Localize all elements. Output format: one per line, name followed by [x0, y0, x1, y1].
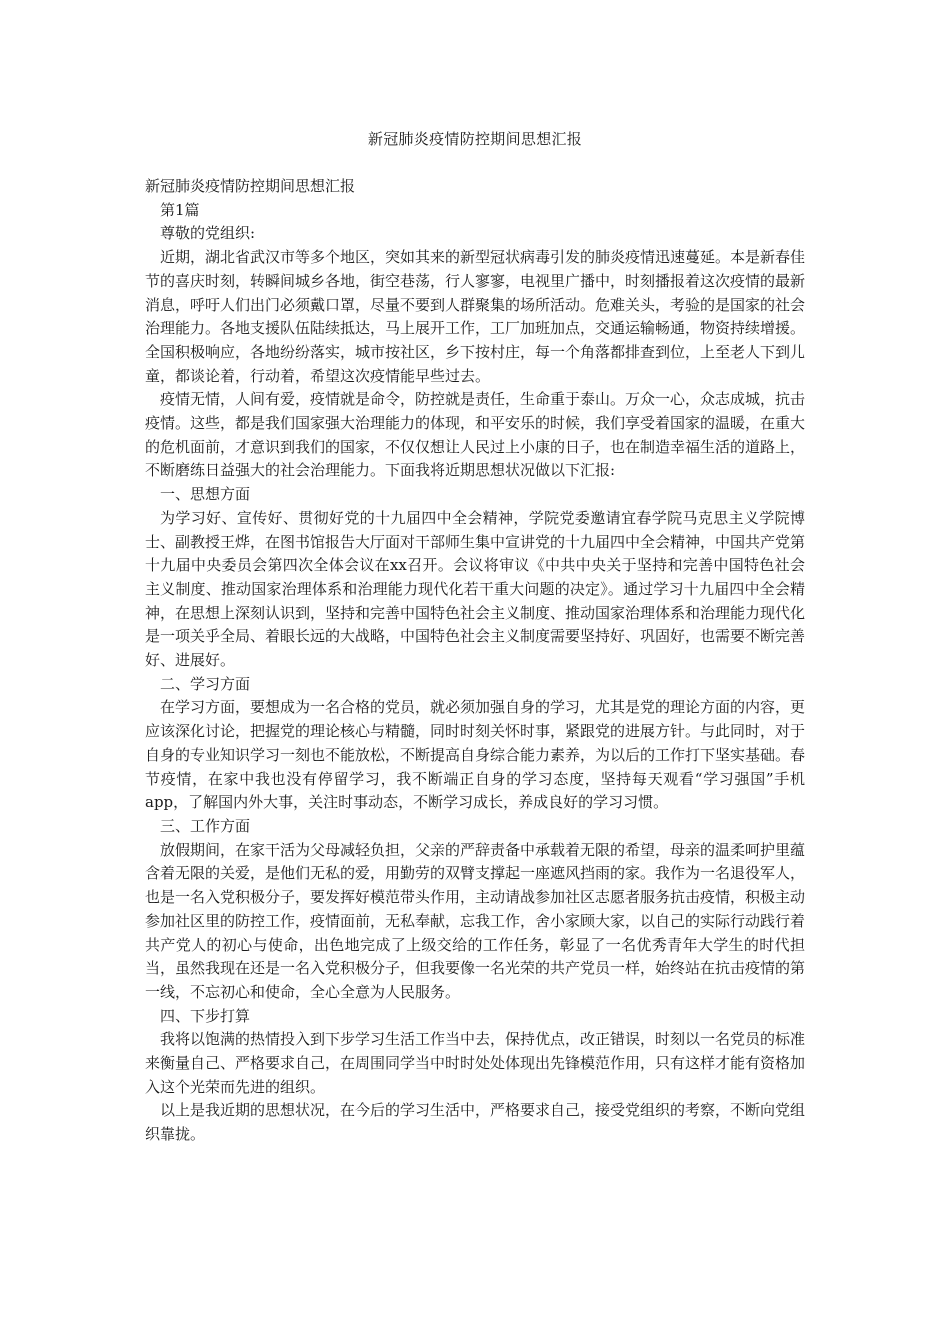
page-title: 新冠肺炎疫情防控期间思想汇报 [367, 130, 583, 148]
document-subtitle: 新冠肺炎疫情防控期间思想汇报 [145, 177, 356, 195]
paragraph: 疫情无情，人间有爱，疫情就是命令，防控就是责任，生命重于泰山。万众一心，众志成城，抗击疫情。这些，都是我们国家强大治理能力的体现，和平安乐的时候，我们享受着国家的温暖，在重大的危机面前，才意识到我们的国家，不仅仅想让人民过上小康的日子，也在制造幸福生活的道路上，不断磨练日益强大的社会治理能力。下面我将近期思想状况做以下汇报: [145, 390, 806, 480]
paragraph: 放假期间，在家干活为父母减轻负担，父亲的严辞责备中承载着无限的希望，母亲的温柔呵护里蕴含着无限的关爱，是他们无私的爱，用勤劳的双臂支撑起一座遮风挡雨的家。我作为一名退役军人，也是一名入党积极分子，要发挥好模范带头作用，主动请战参加社区志愿者服务抗击疫情，积极主动参加社区里的防控工作，疫情面前，无私奉献，忘我工作，舍小家顾大家，以自己的实际行动践行着共产党人的初心与使命，出色地完成了上级交给的工作任务，彰显了一名优秀青年大学生的时代担当，虽然我现在还是一名入党积极分子，但我要像一名光荣的共产党员一样，始终站在抗击疫情的第一线，不忘初心和使命，全心全意为人民服务。 [145, 840, 806, 1001]
paragraph: 在学习方面，要想成为一名合格的党员，就必须加强自身的学习，尤其是党的理论方面的内容，更应该深化讨论，把握党的理论核心与精髓，同时时刻关怀时事，紧跟党的进展方针。与此同时，对于自身的专业知识学习一刻也不能放松，不断提高自身综合能力素养，为以后的工作打下坚实基础。春节疫情，在家中我也没有停留学习，我不断端正自身的学习态度，坚持每天观看“学习强国”手机app，了解国内外大事，关注时事动态，不断学习成长，养成良好的学习习惯。 [145, 698, 806, 812]
document-body [145, 175, 805, 1147]
section-heading: 三、工作方面 [160, 816, 251, 835]
paragraph: 我将以饱满的热情投入到下步学习生活工作当中去，保持优点，改正错误，时刻以一名党员的标准来衡量自己、严格要求自己，在周围同学当中时时处处体现出先锋模范作用，只有这样才能有资格加入这个光荣而先进的组织。 [145, 1030, 806, 1096]
section-heading: 四、下步打算 [160, 1006, 251, 1025]
chapter-label: 第1篇 [160, 200, 200, 219]
closing-paragraph: 以上是我近期的思想状况，在今后的学习生活中，严格要求自己，接受党组织的考察，不断向党组织靠拢。 [145, 1101, 806, 1144]
paragraph: 为学习好、宣传好、贯彻好党的十九届四中全会精神，学院党委邀请宜春学院马克思主义学院博士、副教授王烨，在图书馆报告大厅面对干部师生集中宣讲党的十九届四中全会精神，中国共产党第十九届中央委员会第四次全体会议在xx召开。会议将审议《中共中央关于坚持和完善中国特色社会主义制度、推动国家治理体系和治理能力现代化若干重大问题的决定》。通过学习十九届四中全会精神，在思想上深刻认识到，坚持和完善中国特色社会主义制度、推动国家治理体系和治理能力现代化是一项关乎全局、着眼长远的大战略，中国特色社会主义制度需要坚持好、巩固好，也需要不断完善好、进展好。 [145, 508, 806, 670]
section-heading: 二、学习方面 [160, 674, 251, 693]
paragraph: 近期，湖北省武汉市等多个地区，突如其来的新型冠状病毒引发的肺炎疫情迅速蔓延。本是新春佳节的喜庆时刻，转瞬间城乡各地，街空巷荡，行人寥寥，电视里广播中，时刻播报着这次疫情的最新消息，呼吁人们出门必须戴口罩，尽量不要到人群聚集的场所活动。危难关头，考验的是国家的社会治理能力。各地支援队伍陆续抵达，马上展开工作，工厂加班加点，交通运输畅通，物资持续增援。全国积极响应，各地纷纷落实，城市按社区，乡下按村庄，每一个角落都排查到位，上至老人下到儿童，都谈论着，行动着，希望这次疫情能早些过去。 [145, 248, 806, 385]
salutation: 尊敬的党组织: [160, 224, 256, 243]
section-heading: 一、思想方面 [160, 485, 251, 504]
